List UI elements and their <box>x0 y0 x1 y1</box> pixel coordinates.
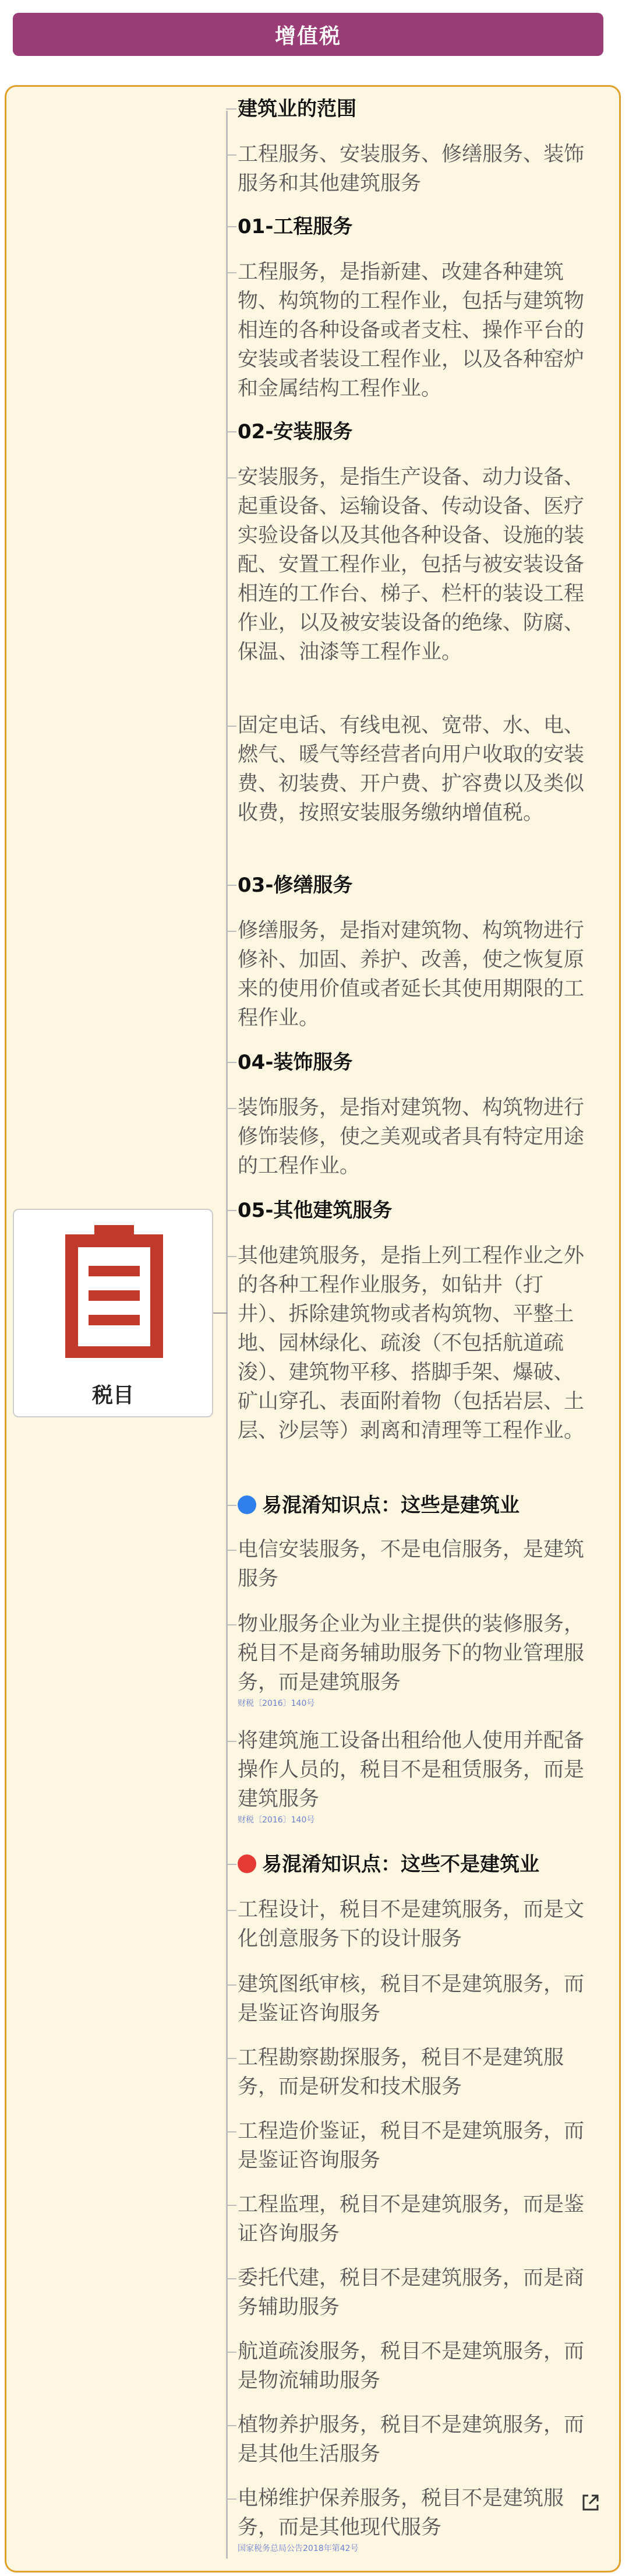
node-text: 航道疏浚服务，税目不是建筑服务，而是物流辅助服务 <box>238 2340 585 2392</box>
node-text: 工程设计，税目不是建筑服务，而是文化创意服务下的设计服务 <box>238 1898 585 1951</box>
node-text: 工程监理，税目不是建筑服务，而是鉴证咨询服务 <box>238 2193 585 2246</box>
root-connector <box>213 1312 227 1314</box>
red-dot-icon <box>238 1854 256 1873</box>
node-heading: 05-其他建筑服务 <box>238 1199 393 1222</box>
source-note[interactable]: 财税〔2016〕140号 <box>238 1699 315 1708</box>
root-node-card[interactable] <box>13 1209 213 1417</box>
node-text: 植物养护服务，税目不是建筑服务，而是其他生活服务 <box>238 2413 585 2466</box>
node-s05-text[interactable] <box>238 1241 594 1445</box>
node-text: 固定电话、有线电视、宽带、水、电、燃气、暖气等经营者向用户收取的安装费、初装费、开户费、扩容费以及类似收费，按照安装服务缴纳增值税。 <box>238 714 585 825</box>
node-no-4[interactable] <box>238 2117 594 2175</box>
page-title: 增值税 <box>13 13 603 56</box>
node-text: 建筑图纸审核，税目不是建筑服务，而是鉴证咨询服务 <box>238 1973 585 2025</box>
node-yes-1[interactable] <box>238 1535 594 1593</box>
node-text: 安装服务，是指生产设备、动力设备、起重设备、运输设备、传动设备、医疗实验设备以及其他各种设备、设施的装配、安置工程作业，包括与被安装设备相连的工作台、梯子、栏杆的装设工程作业，以及被安装设备的绝缘、防腐、保温、油漆等工程作业。 <box>238 466 585 664</box>
node-text: 物业服务企业为业主提供的装修服务，税目不是商务辅助服务下的物业管理服务，而是建筑服务 <box>238 1613 585 1694</box>
node-text: 工程造价鉴证，税目不是建筑服务，而是鉴证咨询服务 <box>238 2120 585 2172</box>
node-s01-title[interactable] <box>238 213 594 240</box>
node-s04-title[interactable] <box>238 1049 594 1076</box>
root-node-label: 税目 <box>91 1384 134 1407</box>
node-text: 工程勘察勘探服务，税目不是建筑服务，而是研发和技术服务 <box>238 2046 564 2099</box>
node-scope-text[interactable] <box>238 140 594 198</box>
node-heading: 易混淆知识点：这些是建筑业 <box>238 1492 594 1519</box>
node-s03-text[interactable] <box>238 916 594 1033</box>
node-heading: 03-修缮服务 <box>238 874 353 897</box>
node-text: 工程服务、安装服务、修缮服务、装饰服务和其他建筑服务 <box>238 143 585 195</box>
node-yes-2[interactable] <box>238 1610 594 1709</box>
node-text: 将建筑施工设备出租给他人使用并配备操作人员的，税目不是租赁服务，而是建筑服务 <box>238 1729 585 1811</box>
node-text: 装饰服务，是指对建筑物、构筑物进行修饰装修，使之美观或者具有特定用途的工程作业。 <box>238 1096 585 1178</box>
node-no-title[interactable] <box>238 1851 594 1878</box>
source-note[interactable]: 财税〔2016〕140号 <box>238 1815 315 1825</box>
node-s04-text[interactable] <box>238 1093 594 1181</box>
blue-dot-icon <box>238 1495 256 1514</box>
clipboard-icon <box>61 1222 168 1361</box>
node-no-7[interactable] <box>238 2337 594 2395</box>
external-link-icon[interactable] <box>579 2491 602 2514</box>
node-heading: 01-工程服务 <box>238 215 353 238</box>
node-yes-3[interactable] <box>238 1726 594 1825</box>
node-scope-title[interactable] <box>238 96 594 122</box>
node-text: 其他建筑服务，是指上列工程作业之外的各种工程作业服务，如钻井（打井）、拆除建筑物或者构筑物、平整土地、园林绿化、疏浚（不包括航道疏浚）、建筑物平移、搭脚手架、爆破、矿山穿孔、表面附着物（包括岩层、土层、沙层等）剥离和清理等工程作业。 <box>238 1244 585 1442</box>
node-text: 修缮服务，是指对建筑物、构筑物进行修补、加固、养护、改善，使之恢复原来的使用价值或者延长其使用期限的工程作业。 <box>238 919 585 1030</box>
node-text: 电信安装服务，不是电信服务，是建筑服务 <box>238 1538 585 1590</box>
node-yes-title[interactable] <box>238 1492 594 1519</box>
node-s02-text2[interactable] <box>238 711 594 828</box>
node-s02-text1[interactable] <box>238 463 594 667</box>
node-s03-title[interactable] <box>238 872 594 899</box>
node-s05-title[interactable] <box>238 1197 594 1224</box>
node-text: 电梯维护保养服务，税目不是建筑服务，而是其他现代服务 <box>238 2487 564 2539</box>
node-no-8[interactable] <box>238 2410 594 2469</box>
node-heading: 04-装饰服务 <box>238 1051 353 1074</box>
source-note[interactable]: 国家税务总局公告2018年第42号 <box>238 2544 359 2553</box>
node-no-2[interactable] <box>238 1970 594 2028</box>
node-no-5[interactable] <box>238 2190 594 2248</box>
node-no-6[interactable] <box>238 2264 594 2322</box>
node-s02-title[interactable] <box>238 418 594 445</box>
node-heading: 02-安装服务 <box>238 420 353 444</box>
node-text: 工程服务，是指新建、改建各种建筑物、构筑物的工程作业，包括与建筑物相连的各种设备或者支柱、操作平台的安装或者装设工程作业，以及各种窑炉和金属结构工程作业。 <box>238 261 585 400</box>
node-no-3[interactable] <box>238 2043 594 2102</box>
node-s01-text[interactable] <box>238 258 594 403</box>
node-no-1[interactable] <box>238 1895 594 1954</box>
node-heading: 建筑业的范围 <box>238 97 356 121</box>
node-no-9[interactable] <box>238 2484 594 2554</box>
node-text: 委托代建，税目不是建筑服务，而是商务辅助服务 <box>238 2267 585 2319</box>
node-heading: 易混淆知识点：这些不是建筑业 <box>238 1851 594 1878</box>
